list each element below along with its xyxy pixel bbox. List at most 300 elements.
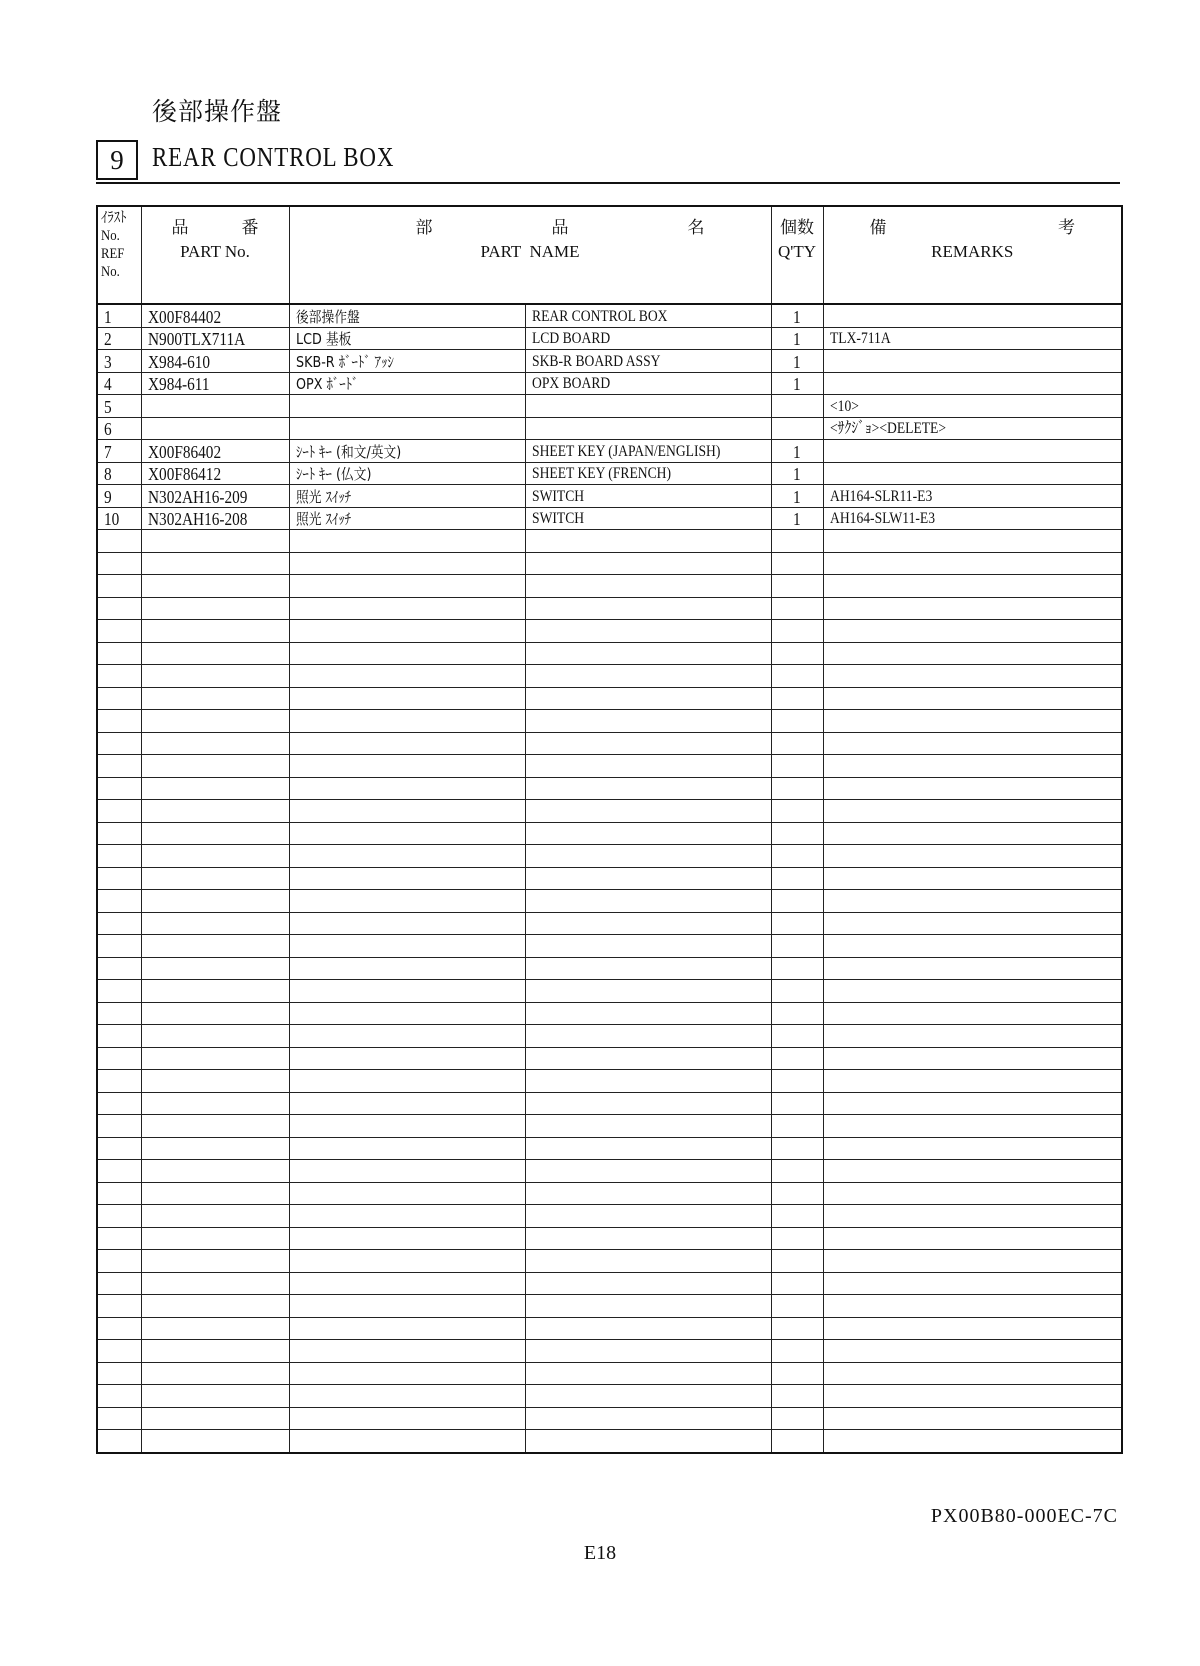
cell-qty [771, 710, 823, 733]
cell-remarks-text: <10> [829, 397, 859, 415]
col-header-part-no-jp-2: 番 [241, 218, 259, 238]
cell-part-name-jp [289, 777, 525, 800]
cell-part-no [141, 1160, 289, 1183]
cell-part-name-en [525, 1250, 771, 1273]
cell-part-no-text: X00F86412 [147, 464, 221, 484]
cell-part-name-en [525, 1272, 771, 1295]
cell-part-name-en [525, 867, 771, 890]
cell-ref [97, 1227, 141, 1250]
cell-ref [97, 597, 141, 620]
cell-remarks [823, 1362, 1122, 1385]
cell-remarks-text: AH164-SLR11-E3 [829, 487, 932, 505]
table-row [97, 327, 1122, 350]
cell-remarks [823, 1115, 1122, 1138]
cell-part-name-jp [289, 822, 525, 845]
cell-part-name-en [525, 1025, 771, 1048]
cell-part-name-en [525, 687, 771, 710]
cell-qty [771, 777, 823, 800]
cell-qty [771, 800, 823, 823]
cell-remarks [823, 597, 1122, 620]
cell-part-name-jp [289, 350, 525, 373]
cell-part-no-text: X00F86402 [147, 441, 221, 462]
cell-part-no [141, 327, 289, 350]
cell-part-name-jp [289, 1295, 525, 1318]
cell-part-no [141, 395, 289, 418]
cell-part-name-jp [289, 597, 525, 620]
cell-qty [771, 980, 823, 1003]
cell-ref-text: 10 [104, 509, 120, 529]
cell-ref [97, 530, 141, 553]
cell-qty [771, 1137, 823, 1160]
col-header-ref-ref: REF [101, 246, 125, 262]
col-header-ref-no2: No. [101, 264, 120, 280]
cell-part-no-text: N302AH16-208 [147, 509, 247, 529]
cell-ref [97, 867, 141, 890]
cell-remarks [823, 462, 1122, 485]
table-row [97, 372, 1122, 395]
col-header-part-name-jp-1: 部 [415, 218, 433, 238]
cell-part-name-jp [289, 800, 525, 823]
cell-part-no [141, 777, 289, 800]
table-row-empty [97, 597, 1122, 620]
cell-part-name-jp [289, 755, 525, 778]
cell-part-name-en [525, 1115, 771, 1138]
cell-part-no [141, 1362, 289, 1385]
cell-ref [97, 710, 141, 733]
cell-qty [771, 417, 823, 440]
col-header-part-no-en: PART No. [180, 242, 250, 261]
table-row-empty [97, 1430, 1122, 1453]
cell-remarks [823, 530, 1122, 553]
table-row-empty [97, 867, 1122, 890]
cell-part-name-en [525, 350, 771, 373]
cell-ref [97, 822, 141, 845]
cell-qty [771, 1002, 823, 1025]
cell-ref [97, 1047, 141, 1070]
table-row-empty [97, 575, 1122, 598]
cell-qty [771, 440, 823, 463]
table-row [97, 462, 1122, 485]
cell-part-name-en [525, 1430, 771, 1453]
cell-part-no [141, 597, 289, 620]
cell-part-name-en [525, 372, 771, 395]
table-row-empty [97, 530, 1122, 553]
table-row-empty [97, 1362, 1122, 1385]
cell-part-name-en [525, 935, 771, 958]
cell-part-name-en [525, 1182, 771, 1205]
page-title-jp: 後部操作盤 [152, 97, 283, 126]
cell-remarks [823, 912, 1122, 935]
cell-part-no [141, 1182, 289, 1205]
cell-part-name-jp [289, 1160, 525, 1183]
cell-remarks [823, 1025, 1122, 1048]
cell-part-no [141, 417, 289, 440]
cell-part-no [141, 620, 289, 643]
cell-part-name-en [525, 957, 771, 980]
cell-part-name-en [525, 800, 771, 823]
cell-remarks [823, 1160, 1122, 1183]
cell-part-no [141, 1205, 289, 1228]
cell-qty [771, 597, 823, 620]
cell-qty [771, 687, 823, 710]
cell-qty-text: 1 [792, 306, 801, 327]
cell-remarks [823, 485, 1122, 508]
cell-part-name-en-text: OPX BOARD [531, 375, 610, 392]
cell-qty [771, 350, 823, 373]
table-row-empty [97, 1385, 1122, 1408]
cell-ref [97, 1295, 141, 1318]
cell-part-name-en [525, 417, 771, 440]
cell-part-no [141, 1227, 289, 1250]
cell-part-no [141, 1430, 289, 1453]
cell-remarks [823, 1250, 1122, 1273]
cell-ref [97, 845, 141, 868]
cell-part-name-jp [289, 575, 525, 598]
col-header-part-name-en: PART NAME [480, 242, 580, 261]
cell-part-no [141, 440, 289, 463]
cell-qty [771, 530, 823, 553]
cell-qty [771, 845, 823, 868]
cell-remarks [823, 867, 1122, 890]
cell-qty [771, 1047, 823, 1070]
cell-qty [771, 1272, 823, 1295]
page-number: E18 [583, 1542, 617, 1564]
cell-part-no [141, 890, 289, 913]
cell-remarks [823, 1340, 1122, 1363]
col-header-qty [771, 206, 823, 304]
cell-remarks [823, 1182, 1122, 1205]
table-row-empty [97, 1025, 1122, 1048]
cell-qty-text: 1 [792, 329, 801, 349]
table-row-empty [97, 1182, 1122, 1205]
cell-part-name-en [525, 1047, 771, 1070]
col-header-ref [97, 206, 141, 304]
cell-part-no [141, 530, 289, 553]
cell-part-name-en [525, 1295, 771, 1318]
cell-part-no [141, 755, 289, 778]
cell-part-no [141, 304, 289, 327]
cell-remarks [823, 304, 1122, 327]
cell-part-name-en [525, 1137, 771, 1160]
table-row-empty [97, 755, 1122, 778]
cell-remarks [823, 1002, 1122, 1025]
cell-qty [771, 1160, 823, 1183]
cell-remarks [823, 440, 1122, 463]
parts-table [96, 205, 1123, 1454]
table-row [97, 350, 1122, 373]
cell-remarks [823, 1227, 1122, 1250]
cell-part-name-en [525, 912, 771, 935]
cell-remarks [823, 890, 1122, 913]
cell-part-name-en [525, 327, 771, 350]
cell-part-name-jp [289, 1250, 525, 1273]
cell-qty [771, 620, 823, 643]
cell-part-name-jp [289, 552, 525, 575]
col-header-qty-jp: 個数 [780, 218, 814, 238]
cell-qty [771, 1070, 823, 1093]
cell-part-name-en-text: LCD BOARD [531, 330, 610, 347]
cell-part-name-jp [289, 507, 525, 530]
cell-part-name-jp [289, 1317, 525, 1340]
cell-part-no [141, 350, 289, 373]
cell-ref [97, 620, 141, 643]
cell-part-name-en [525, 462, 771, 485]
cell-ref-text: 4 [104, 374, 112, 394]
cell-remarks-text: <ｻｸｼﾞｮ><DELETE> [829, 420, 946, 437]
cell-part-no [141, 507, 289, 530]
cell-qty [771, 957, 823, 980]
cell-part-name-en [525, 777, 771, 800]
table-row-empty [97, 1272, 1122, 1295]
table-row-empty [97, 800, 1122, 823]
col-header-part-no [141, 206, 289, 304]
cell-part-no [141, 822, 289, 845]
table-row-empty [97, 1340, 1122, 1363]
cell-remarks [823, 1407, 1122, 1430]
table-row-empty [97, 710, 1122, 733]
col-header-qty-en: Q'TY [777, 242, 816, 261]
cell-ref-text: 7 [104, 441, 112, 462]
cell-part-name-jp [289, 417, 525, 440]
table-row-empty [97, 1092, 1122, 1115]
cell-remarks [823, 1205, 1122, 1228]
cell-part-name-jp [289, 620, 525, 643]
cell-ref [97, 327, 141, 350]
col-header-part-name [289, 206, 771, 304]
cell-qty [771, 732, 823, 755]
table-row-empty [97, 822, 1122, 845]
table-row [97, 485, 1122, 508]
cell-part-name-en [525, 1092, 771, 1115]
cell-part-no [141, 687, 289, 710]
cell-part-no-text: N900TLX711A [147, 329, 245, 349]
cell-part-no [141, 462, 289, 485]
cell-part-name-jp [289, 327, 525, 350]
cell-part-name-en [525, 822, 771, 845]
cell-part-name-en [525, 1070, 771, 1093]
cell-part-name-jp [289, 1340, 525, 1363]
cell-part-no [141, 732, 289, 755]
cell-part-no [141, 1317, 289, 1340]
cell-ref [97, 485, 141, 508]
cell-qty [771, 507, 823, 530]
cell-part-name-jp [289, 1137, 525, 1160]
cell-part-name-jp [289, 1115, 525, 1138]
cell-ref-text: 5 [104, 396, 112, 417]
col-header-remarks-en: REMARKS [931, 242, 1014, 261]
cell-ref [97, 1272, 141, 1295]
cell-remarks [823, 777, 1122, 800]
cell-part-name-en [525, 1002, 771, 1025]
cell-part-no [141, 1407, 289, 1430]
cell-remarks [823, 417, 1122, 440]
cell-remarks [823, 687, 1122, 710]
cell-part-no-text: X984-611 [147, 374, 209, 394]
cell-qty [771, 462, 823, 485]
cell-part-name-jp [289, 665, 525, 688]
cell-remarks [823, 1430, 1122, 1453]
cell-part-name-en [525, 710, 771, 733]
col-header-remarks-jp-1: 備 [869, 218, 887, 238]
cell-part-no [141, 642, 289, 665]
cell-part-no-text: X984-610 [147, 351, 210, 372]
cell-remarks [823, 1070, 1122, 1093]
cell-ref [97, 1115, 141, 1138]
cell-ref [97, 890, 141, 913]
cell-remarks [823, 1272, 1122, 1295]
cell-remarks [823, 1385, 1122, 1408]
cell-remarks [823, 732, 1122, 755]
cell-remarks [823, 935, 1122, 958]
table-row-empty [97, 620, 1122, 643]
cell-part-name-jp [289, 530, 525, 553]
cell-part-name-en [525, 1362, 771, 1385]
cell-part-no [141, 980, 289, 1003]
cell-ref [97, 417, 141, 440]
cell-qty [771, 1362, 823, 1385]
cell-part-name-jp [289, 732, 525, 755]
table-row-empty [97, 1250, 1122, 1273]
table-row-empty [97, 1002, 1122, 1025]
table-row-empty [97, 1137, 1122, 1160]
cell-remarks [823, 710, 1122, 733]
cell-qty [771, 912, 823, 935]
title-underline [96, 182, 1120, 184]
cell-qty-text: 1 [792, 374, 801, 394]
cell-qty [771, 1182, 823, 1205]
cell-part-name-en [525, 1160, 771, 1183]
cell-ref [97, 507, 141, 530]
cell-part-name-en [525, 1317, 771, 1340]
cell-part-no [141, 1340, 289, 1363]
table-row-empty [97, 1160, 1122, 1183]
cell-part-name-en-text: REAR CONTROL BOX [531, 307, 668, 325]
table-row-empty [97, 665, 1122, 688]
table-row-empty [97, 1115, 1122, 1138]
cell-part-no [141, 1137, 289, 1160]
cell-ref-text: 8 [104, 464, 112, 484]
cell-part-name-en [525, 395, 771, 418]
cell-remarks [823, 620, 1122, 643]
cell-part-no-text: N302AH16-209 [147, 486, 247, 507]
cell-ref [97, 1137, 141, 1160]
cell-qty [771, 372, 823, 395]
cell-part-no-text: X00F84402 [147, 306, 221, 327]
cell-remarks [823, 1295, 1122, 1318]
cell-qty [771, 327, 823, 350]
cell-remarks [823, 1137, 1122, 1160]
cell-part-name-en [525, 575, 771, 598]
table-row-empty [97, 980, 1122, 1003]
cell-qty-text: 1 [792, 486, 801, 507]
cell-part-name-en-text: SHEET KEY (FRENCH) [531, 465, 671, 482]
cell-ref [97, 1002, 141, 1025]
cell-ref [97, 732, 141, 755]
cell-part-name-en [525, 642, 771, 665]
cell-qty [771, 867, 823, 890]
cell-part-no [141, 912, 289, 935]
cell-part-no [141, 1092, 289, 1115]
cell-part-name-jp [289, 912, 525, 935]
cell-part-no [141, 1295, 289, 1318]
table-row-empty [97, 1407, 1122, 1430]
table-header-row [97, 206, 1122, 304]
cell-part-name-en [525, 1385, 771, 1408]
table-row-empty [97, 732, 1122, 755]
document-code: PX00B80-000EC-7C [930, 1505, 1118, 1527]
cell-ref [97, 957, 141, 980]
cell-part-no [141, 845, 289, 868]
cell-remarks [823, 642, 1122, 665]
table-row [97, 304, 1122, 327]
cell-part-name-jp-text: ｼｰﾄ ｷｰ (仏文) [295, 465, 371, 483]
cell-ref [97, 1160, 141, 1183]
col-header-ref-jp: ｲﾗｽﾄ [101, 210, 127, 226]
cell-qty [771, 552, 823, 575]
cell-ref [97, 1205, 141, 1228]
cell-qty [771, 755, 823, 778]
cell-remarks [823, 845, 1122, 868]
cell-ref [97, 304, 141, 327]
cell-remarks-text: AH164-SLW11-E3 [829, 510, 935, 527]
cell-part-name-en [525, 597, 771, 620]
cell-ref [97, 575, 141, 598]
cell-remarks-text: TLX-711A [829, 330, 891, 347]
cell-ref [97, 1385, 141, 1408]
cell-remarks [823, 552, 1122, 575]
cell-part-no [141, 665, 289, 688]
cell-part-name-en [525, 620, 771, 643]
cell-ref [97, 1430, 141, 1453]
cell-qty [771, 1025, 823, 1048]
cell-part-name-en [525, 890, 771, 913]
cell-ref [97, 1025, 141, 1048]
cell-remarks [823, 327, 1122, 350]
cell-part-name-jp [289, 1272, 525, 1295]
cell-part-no [141, 710, 289, 733]
cell-part-no [141, 575, 289, 598]
cell-part-name-en [525, 665, 771, 688]
cell-ref [97, 755, 141, 778]
cell-ref [97, 395, 141, 418]
cell-qty [771, 1092, 823, 1115]
col-header-part-name-jp-3: 名 [687, 218, 705, 238]
table-row-empty [97, 777, 1122, 800]
cell-part-name-jp [289, 710, 525, 733]
cell-qty [771, 1227, 823, 1250]
cell-remarks [823, 1047, 1122, 1070]
cell-part-name-jp [289, 1407, 525, 1430]
cell-ref [97, 1070, 141, 1093]
cell-remarks [823, 350, 1122, 373]
cell-part-name-jp-text: 後部操作盤 [295, 307, 360, 326]
cell-part-name-en [525, 845, 771, 868]
cell-ref [97, 1362, 141, 1385]
cell-remarks [823, 980, 1122, 1003]
cell-qty [771, 1430, 823, 1453]
cell-qty [771, 935, 823, 958]
cell-ref [97, 912, 141, 935]
cell-part-name-jp-text: LCD 基板 [295, 330, 351, 348]
cell-part-no [141, 957, 289, 980]
cell-part-name-jp [289, 1092, 525, 1115]
table-row-empty [97, 1295, 1122, 1318]
cell-ref [97, 687, 141, 710]
cell-part-name-jp [289, 1362, 525, 1385]
cell-ref [97, 462, 141, 485]
cell-part-name-jp-text: OPX ﾎﾞｰﾄﾞ [295, 375, 358, 393]
cell-qty [771, 665, 823, 688]
